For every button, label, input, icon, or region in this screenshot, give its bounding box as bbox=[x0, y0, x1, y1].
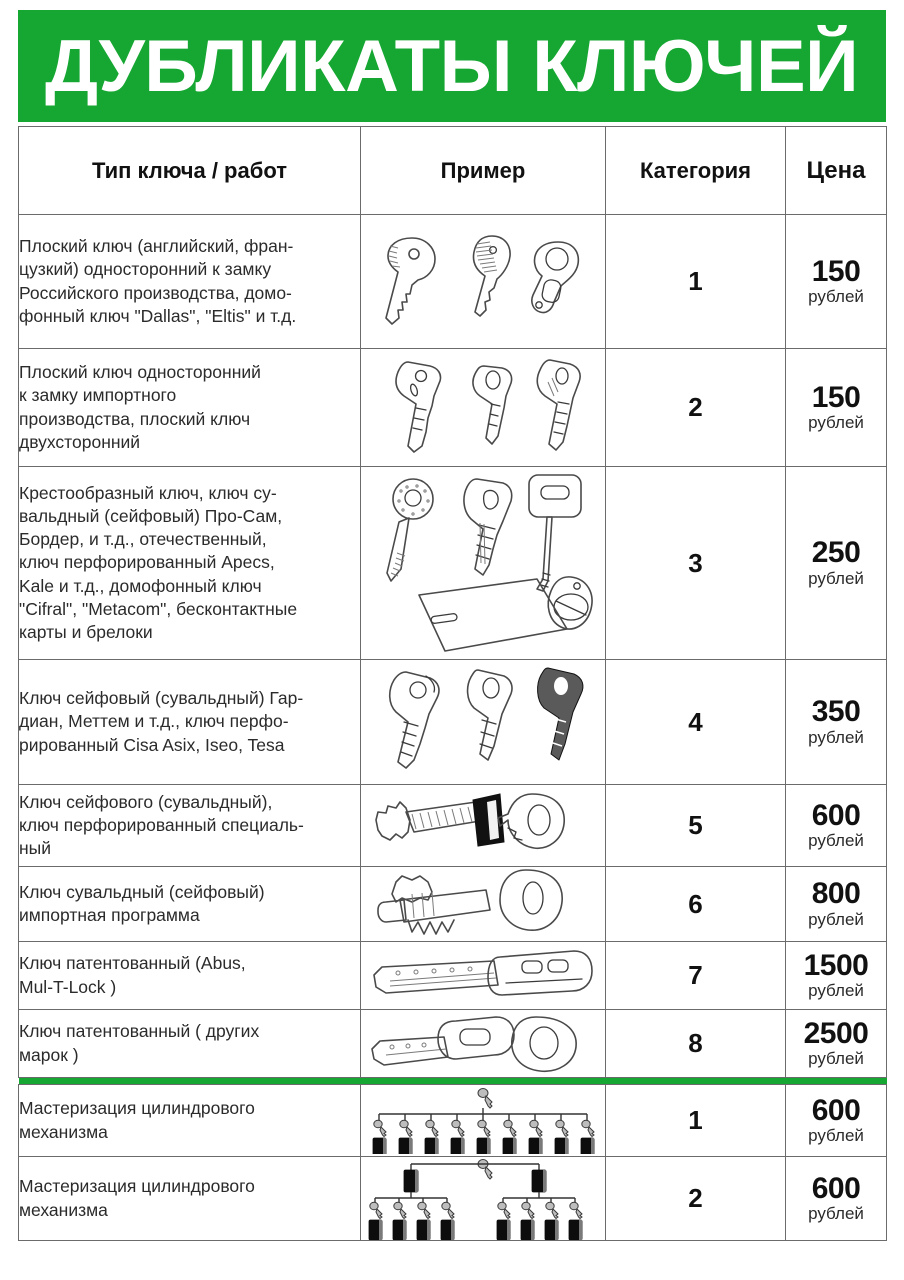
price-unit: рублей bbox=[808, 287, 864, 307]
table-row bbox=[19, 942, 887, 1010]
cell-key-type bbox=[19, 215, 361, 349]
price-amount: 600 bbox=[811, 1093, 861, 1127]
table-header-row bbox=[19, 127, 887, 215]
cell-price bbox=[786, 349, 887, 467]
cell-price bbox=[786, 867, 887, 942]
cell-category: 1 bbox=[606, 1085, 786, 1157]
type-line: производства, плоский ключ bbox=[19, 408, 251, 429]
header-banner bbox=[18, 10, 886, 122]
type-line: марок ) bbox=[19, 1044, 79, 1065]
price-unit: рублей bbox=[808, 727, 864, 747]
type-line: двухсторонний bbox=[19, 431, 141, 452]
column-header-price: Цена bbox=[786, 127, 887, 215]
table-row bbox=[19, 467, 887, 660]
cell-example-illustration bbox=[361, 1157, 606, 1241]
flat-keys-russian-icon bbox=[368, 226, 598, 338]
type-line: Kale и т.д., домофонный ключ bbox=[19, 575, 262, 596]
cell-price bbox=[786, 215, 887, 349]
type-line: Мастеризация цилиндрового bbox=[19, 1176, 255, 1197]
cell-example-illustration bbox=[361, 942, 606, 1010]
type-line: Ключ сейфовый (сувальдный) Гар- bbox=[19, 688, 304, 709]
section-divider-green bbox=[19, 1078, 887, 1085]
type-line: Mul-T-Lock ) bbox=[19, 976, 117, 997]
cell-example-illustration bbox=[361, 215, 606, 349]
type-line: ключ перфорированный Apecs, bbox=[19, 552, 275, 573]
type-line: Мастеризация цилиндрового bbox=[19, 1098, 255, 1119]
table-row bbox=[19, 867, 887, 942]
type-line: вальдный (сейфовый) Про-Сам, bbox=[19, 505, 283, 526]
table-row bbox=[19, 349, 887, 467]
type-line: Бордер, и т.д., отечественный, bbox=[19, 529, 267, 550]
price-unit: рублей bbox=[808, 568, 864, 588]
type-line: Ключ патентованный (Abus, bbox=[19, 953, 246, 974]
type-line: ный bbox=[19, 838, 52, 859]
flat-keys-imported-icon bbox=[368, 356, 598, 460]
column-header-example: Пример bbox=[361, 127, 606, 215]
price-amount: 250 bbox=[811, 536, 861, 570]
type-line: Крестообразный ключ, ключ су- bbox=[19, 482, 277, 503]
cell-price bbox=[786, 1010, 887, 1078]
type-line: карты и брелоки bbox=[19, 622, 153, 643]
cell-category: 3 bbox=[606, 467, 786, 660]
patented-key-other-icon bbox=[368, 1013, 598, 1075]
type-line: механизма bbox=[19, 1121, 108, 1142]
type-line: Ключ сейфового (сувальдный), bbox=[19, 791, 273, 812]
type-line: фонный ключ "Dallas", "Eltis" и т.д. bbox=[19, 305, 297, 326]
cell-price bbox=[786, 467, 887, 660]
cell-key-type bbox=[19, 467, 361, 660]
cell-key-type bbox=[19, 349, 361, 467]
price-amount: 600 bbox=[811, 1171, 861, 1205]
cell-key-type bbox=[19, 1085, 361, 1157]
price-amount: 800 bbox=[811, 877, 861, 911]
price-amount: 600 bbox=[811, 798, 861, 832]
cross-and-safe-keys-cards-icon bbox=[367, 471, 599, 655]
cell-category: 4 bbox=[606, 660, 786, 785]
cell-key-type bbox=[19, 660, 361, 785]
cell-example-illustration bbox=[361, 867, 606, 942]
safe-perforated-keys-icon bbox=[368, 664, 598, 780]
table-row bbox=[19, 1085, 887, 1157]
type-line: цузкий) односторонний к замку bbox=[19, 259, 272, 280]
type-line: Ключ сувальдный (сейфовый) bbox=[19, 881, 265, 902]
special-perforated-key-icon bbox=[368, 788, 598, 864]
type-line: механизма bbox=[19, 1199, 108, 1220]
type-line: Российского производства, домо- bbox=[19, 282, 292, 303]
table-row bbox=[19, 215, 887, 349]
cell-category: 2 bbox=[606, 1157, 786, 1241]
cell-category: 8 bbox=[606, 1010, 786, 1078]
masterkey-diagram-two-level-icon bbox=[367, 1158, 599, 1240]
type-line: к замку импортного bbox=[19, 385, 177, 406]
column-header-type: Тип ключа / работ bbox=[19, 127, 361, 215]
type-line: рированный Cisa Asix, Iseo, Tesa bbox=[19, 734, 285, 755]
price-unit: рублей bbox=[808, 981, 864, 1001]
price-amount: 2500 bbox=[803, 1016, 869, 1050]
cell-example-illustration bbox=[361, 1010, 606, 1078]
column-header-category: Категория bbox=[606, 127, 786, 215]
table-row bbox=[19, 1010, 887, 1078]
price-unit: рублей bbox=[808, 1049, 864, 1069]
price-table bbox=[18, 126, 887, 1241]
price-unit: рублей bbox=[808, 1126, 864, 1146]
type-line: диан, Меттем и т.д., ключ перфо- bbox=[19, 711, 289, 732]
type-line: импортная программа bbox=[19, 905, 200, 925]
price-unit: рублей bbox=[808, 413, 864, 433]
price-unit: рублей bbox=[808, 1204, 864, 1224]
table-row bbox=[19, 660, 887, 785]
cell-example-illustration bbox=[361, 1085, 606, 1157]
cell-example-illustration bbox=[361, 785, 606, 867]
cell-key-type bbox=[19, 942, 361, 1010]
price-amount: 350 bbox=[811, 695, 861, 729]
price-amount: 150 bbox=[811, 254, 861, 288]
cell-key-type bbox=[19, 1010, 361, 1078]
cell-price bbox=[786, 660, 887, 785]
cell-example-illustration bbox=[361, 467, 606, 660]
cell-category: 2 bbox=[606, 349, 786, 467]
price-unit: рублей bbox=[808, 831, 864, 851]
type-line: ключ перфорированный специаль- bbox=[19, 814, 304, 835]
table-row bbox=[19, 1157, 887, 1241]
page-title: ДУБЛИКАТЫ КЛЮЧЕЙ bbox=[45, 25, 859, 107]
cell-key-type bbox=[19, 785, 361, 867]
type-line: Плоский ключ (английский, фран- bbox=[19, 235, 294, 256]
cell-category: 5 bbox=[606, 785, 786, 867]
type-line: "Cifral", "Metacom", бесконтактные bbox=[19, 598, 298, 619]
cell-category: 1 bbox=[606, 215, 786, 349]
cell-example-illustration bbox=[361, 660, 606, 785]
section-divider-bar bbox=[19, 1078, 887, 1085]
price-amount: 1500 bbox=[803, 948, 869, 982]
price-unit: рублей bbox=[808, 909, 864, 929]
cell-key-type bbox=[19, 867, 361, 942]
table-row bbox=[19, 785, 887, 867]
cell-price bbox=[786, 942, 887, 1010]
cell-key-type bbox=[19, 1157, 361, 1241]
patented-key-abus-icon bbox=[368, 945, 598, 1007]
cell-category: 6 bbox=[606, 867, 786, 942]
cell-category: 7 bbox=[606, 942, 786, 1010]
cell-example-illustration bbox=[361, 349, 606, 467]
type-line: Плоский ключ односторонний bbox=[19, 361, 261, 382]
cell-price bbox=[786, 1085, 887, 1157]
type-line: Ключ патентованный ( других bbox=[19, 1021, 260, 1042]
cell-price bbox=[786, 785, 887, 867]
imported-lever-key-icon bbox=[368, 868, 598, 940]
cell-price bbox=[786, 1157, 887, 1241]
price-amount: 150 bbox=[811, 380, 861, 414]
masterkey-diagram-single-level-icon bbox=[367, 1088, 599, 1154]
